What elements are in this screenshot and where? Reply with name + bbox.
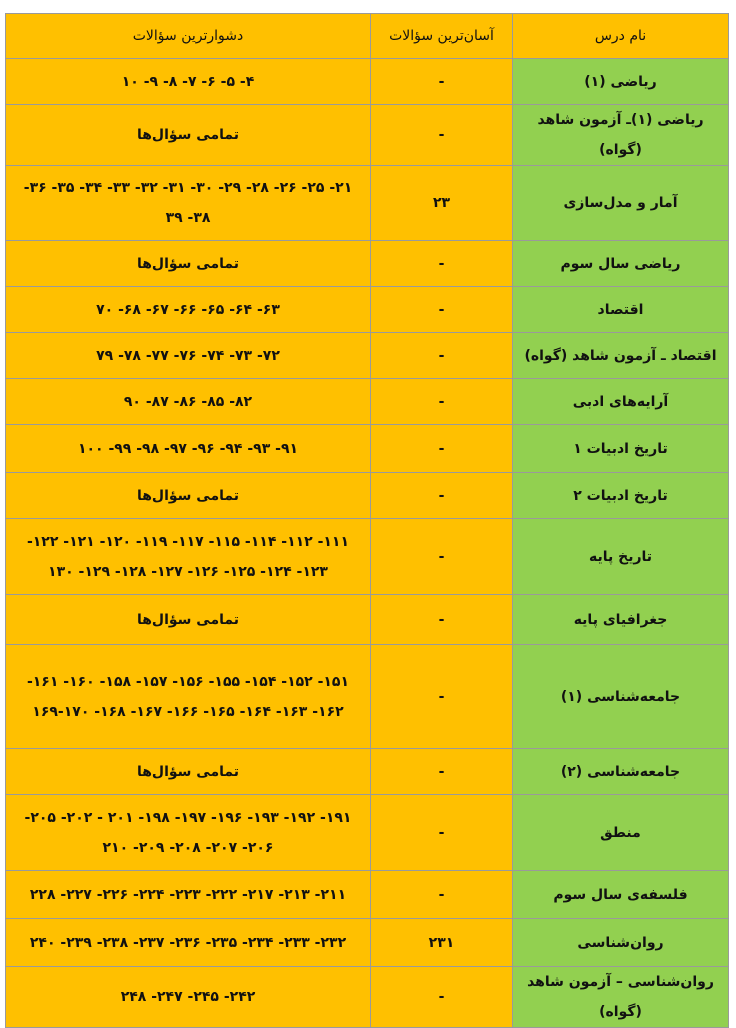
table-row: [6, 59, 729, 105]
hardest-questions-cell: تمامی سؤال‌ها: [6, 473, 371, 519]
easiest-questions-cell: -: [371, 473, 513, 519]
lesson-name-cell: اقتصاد ـ آزمون شاهد (گواه): [513, 333, 729, 379]
table-row: [6, 333, 729, 379]
table-row: [6, 105, 729, 166]
easiest-questions-cell: -: [371, 59, 513, 105]
lesson-name-cell: تاریخ پایه: [513, 519, 729, 595]
hardest-questions-cell: ۹۱- ۹۳- ۹۴- ۹۶- ۹۷- ۹۸- ۹۹- ۱۰۰: [6, 425, 371, 473]
hardest-questions-cell: تمامی سؤال‌ها: [6, 595, 371, 645]
hardest-questions-cell: ۲۱- ۲۵- ۲۶- ۲۸- ۲۹- ۳۰- ۳۱- ۳۲- ۳۳- ۳۴- ۳۵- ۳۶- ۳۸- ۳۹: [6, 166, 371, 241]
hardest-questions-cell: ۱۹۱- ۱۹۲- ۱۹۳- ۱۹۶- ۱۹۷- ۱۹۸- ۲۰۱ - ۲۰۲- ۲۰۵- ۲۰۶- ۲۰۷- ۲۰۸- ۲۰۹- ۲۱۰: [6, 795, 371, 871]
lesson-name-cell: ریاضی سال سوم: [513, 241, 729, 287]
hardest-questions-cell: ۱۱۱- ۱۱۲- ۱۱۴- ۱۱۵- ۱۱۷- ۱۱۹- ۱۲۰- ۱۲۱- ۱۲۲- ۱۲۳- ۱۲۴- ۱۲۵- ۱۲۶- ۱۲۷- ۱۲۸- ۱۲۹- ۱۳۰: [6, 519, 371, 595]
hardest-questions-cell: ۲۱۱- ۲۱۳- ۲۱۷- ۲۲۲- ۲۲۳- ۲۲۴- ۲۲۶- ۲۲۷- ۲۲۸: [6, 871, 371, 919]
table-row: [6, 749, 729, 795]
easiest-questions-cell: -: [371, 287, 513, 333]
hardest-questions-cell: تمامی سؤال‌ها: [6, 105, 371, 166]
lesson-name-cell: جامعه‌شناسی (۱): [513, 645, 729, 749]
easiest-questions-cell: -: [371, 425, 513, 473]
table-row: [6, 473, 729, 519]
easiest-questions-cell: ۲۳۱: [371, 919, 513, 967]
table-row: [6, 595, 729, 645]
hardest-questions-cell: تمامی سؤال‌ها: [6, 241, 371, 287]
table-row: [6, 519, 729, 595]
hardest-questions-cell: ۶۳- ۶۴- ۶۵- ۶۶- ۶۷- ۶۸- ۷۰: [6, 287, 371, 333]
lesson-name-cell: اقتصاد: [513, 287, 729, 333]
hardest-questions-cell: ۱۵۱- ۱۵۲- ۱۵۴- ۱۵۵- ۱۵۶- ۱۵۷- ۱۵۸- ۱۶۰- ۱۶۱- ۱۶۲- ۱۶۳- ۱۶۴- ۱۶۵- ۱۶۶- ۱۶۷- ۱۶۸- ۱۶۹-۱۷۰: [6, 645, 371, 749]
lesson-name-cell: ریاضی (۱)ـ آزمون شاهد (گواه): [513, 105, 729, 166]
easiest-questions-cell: -: [371, 241, 513, 287]
hardest-questions-cell: تمامی سؤال‌ها: [6, 749, 371, 795]
easiest-questions-cell: -: [371, 379, 513, 425]
lesson-name-cell: آرایه‌های ادبی: [513, 379, 729, 425]
easiest-questions-cell: -: [371, 645, 513, 749]
hardest-questions-cell: ۴- ۵- ۶- ۷- ۸- ۹- ۱۰: [6, 59, 371, 105]
easiest-questions-cell: -: [371, 749, 513, 795]
lesson-name-cell: آمار و مدل‌سازی: [513, 166, 729, 241]
header-lesson-name: نام درس: [513, 14, 729, 59]
lesson-name-cell: تاریخ ادبیات ۱: [513, 425, 729, 473]
table-row: [6, 645, 729, 749]
table-row: [6, 166, 729, 241]
lesson-name-cell: تاریخ ادبیات ۲: [513, 473, 729, 519]
lesson-name-cell: جامعه‌شناسی (۲): [513, 749, 729, 795]
table-row: [6, 241, 729, 287]
easiest-questions-cell: -: [371, 333, 513, 379]
hardest-questions-cell: ۸۲- ۸۵- ۸۶- ۸۷- ۹۰: [6, 379, 371, 425]
table-row: [6, 919, 729, 967]
lesson-name-cell: روان‌شناسی: [513, 919, 729, 967]
table-row: [6, 287, 729, 333]
header-hardest-questions: دشوارترین سؤالات: [6, 14, 371, 59]
header-easiest-questions: آسان‌ترین سؤالات: [371, 14, 513, 59]
table-row: [6, 967, 729, 1028]
lesson-name-cell: روان‌شناسی – آزمون شاهد (گواه): [513, 967, 729, 1028]
easiest-questions-cell: ۲۳: [371, 166, 513, 241]
questions-table: [5, 13, 729, 1028]
lesson-name-cell: جغرافیای پایه: [513, 595, 729, 645]
table-row: [6, 795, 729, 871]
header-row: [6, 14, 729, 59]
easiest-questions-cell: -: [371, 105, 513, 166]
table-row: [6, 871, 729, 919]
hardest-questions-cell: ۲۳۲- ۲۳۳- ۲۳۴- ۲۳۵- ۲۳۶- ۲۳۷- ۲۳۸- ۲۳۹- ۲۴۰: [6, 919, 371, 967]
easiest-questions-cell: -: [371, 795, 513, 871]
easiest-questions-cell: -: [371, 967, 513, 1028]
hardest-questions-cell: ۷۲- ۷۳- ۷۴- ۷۶- ۷۷- ۷۸- ۷۹: [6, 333, 371, 379]
easiest-questions-cell: -: [371, 519, 513, 595]
hardest-questions-cell: ۲۴۲- ۲۴۵- ۲۴۷- ۲۴۸: [6, 967, 371, 1028]
lesson-name-cell: فلسفه‌ی سال سوم: [513, 871, 729, 919]
easiest-questions-cell: -: [371, 871, 513, 919]
table-row: [6, 379, 729, 425]
lesson-name-cell: ریاضی (۱): [513, 59, 729, 105]
table-row: [6, 425, 729, 473]
easiest-questions-cell: -: [371, 595, 513, 645]
lesson-name-cell: منطق: [513, 795, 729, 871]
